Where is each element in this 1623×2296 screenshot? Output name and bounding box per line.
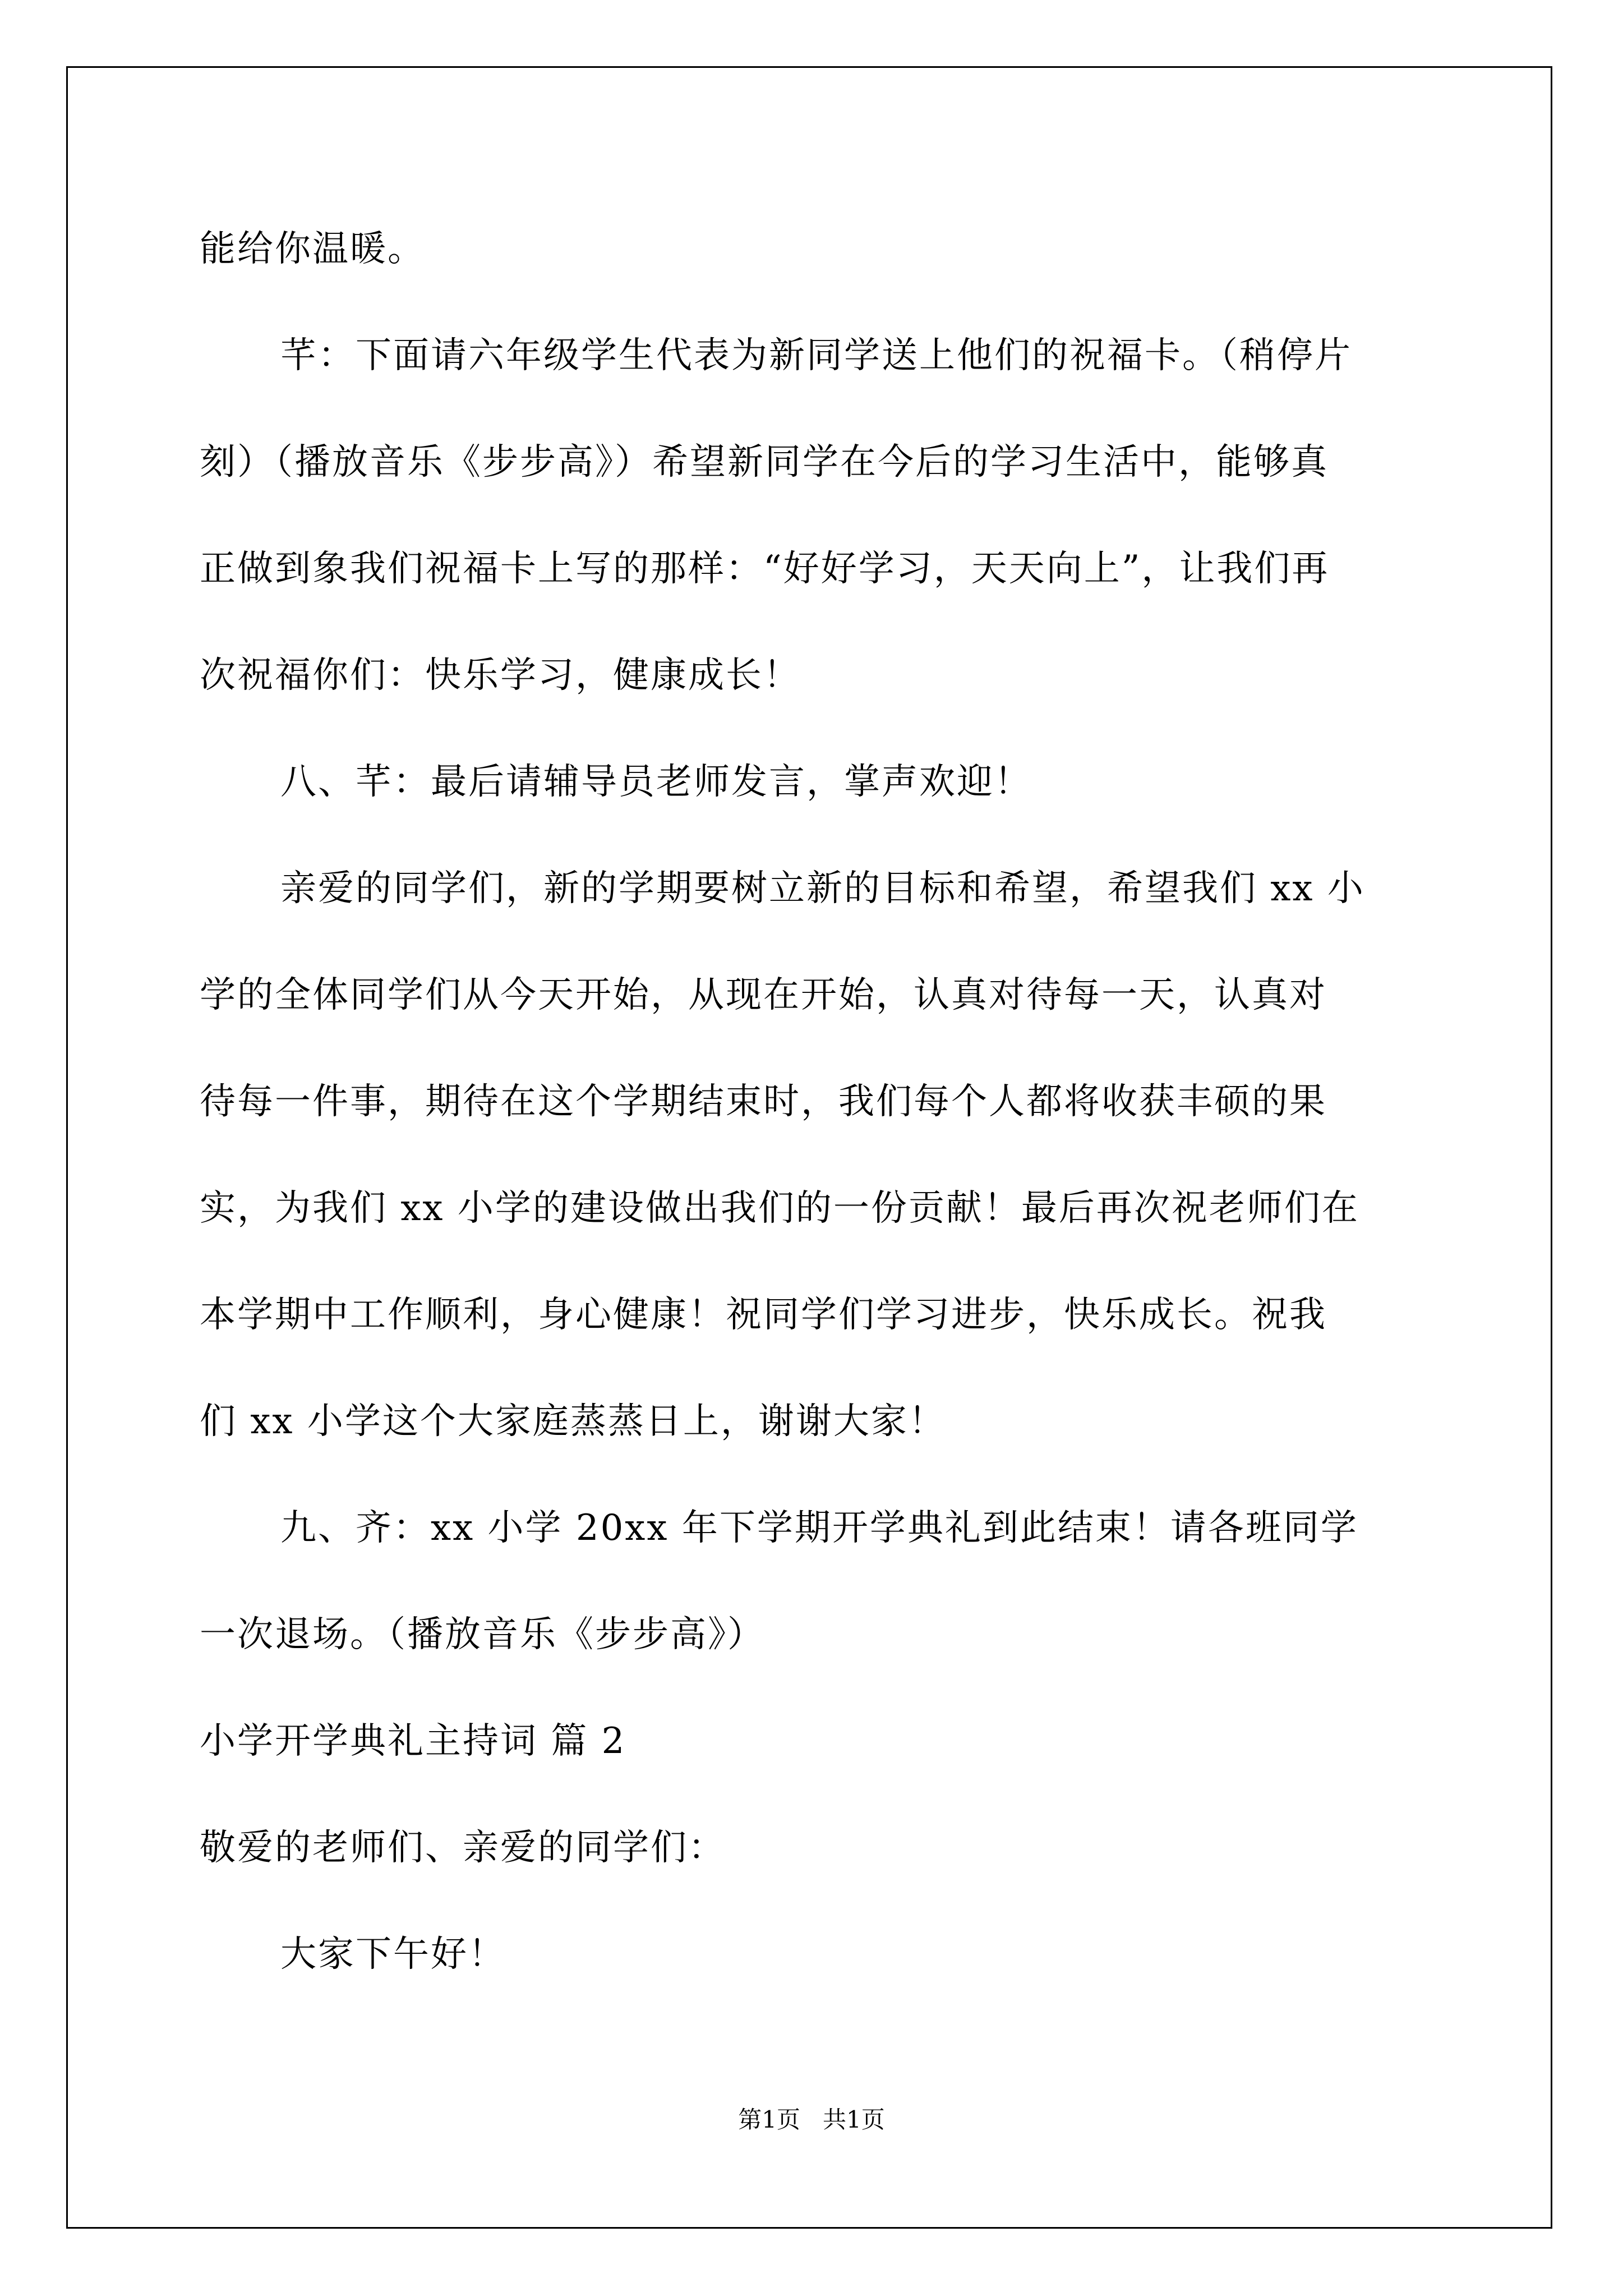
page-number: 第1页	[738, 2106, 800, 2133]
text-line: 们 xx 小学这个大家庭蒸蒸日上，谢谢大家！	[200, 1401, 946, 1442]
section-heading: 小学开学典礼主持词 篇 2	[200, 1720, 626, 1762]
text-line: 正做到象我们祝福卡上写的那样：“好好学习，天天向上”，让我们再	[200, 548, 1330, 590]
text-line: 本学期中工作顺利，身心健康！祝同学们学习进步，快乐成长。祝我	[200, 1294, 1327, 1336]
salutation: 敬爱的老师们、亲爱的同学们：	[200, 1827, 726, 1869]
text-line: 学的全体同学们从今天开始，从现在开始，认真对待每一天，认真对	[200, 974, 1327, 1016]
text-line: 能给你温暖。	[200, 228, 425, 270]
text-line: 刻）（播放音乐《步步高》）希望新同学在今后的学习生活中，能够真	[200, 441, 1329, 483]
text-line: 次祝福你们：快乐学习，健康成长！	[200, 655, 801, 696]
text-line: 实，为我们 xx 小学的建设做出我们的一份贡献！最后再次祝老师们在	[200, 1188, 1359, 1229]
text-line: 亲爱的同学们，新的学期要树立新的目标和希望，希望我们 xx 小	[280, 868, 1365, 909]
page-footer	[0, 2106, 1623, 2134]
greeting: 大家下午好！	[280, 1934, 506, 1975]
text-line: 八、芊：最后请辅导员老师发言，掌声欢迎！	[280, 761, 1032, 803]
page-total: 共1页	[823, 2106, 885, 2133]
text-line: 待每一件事，期待在这个学期结束时，我们每个人都将收获丰硕的果	[200, 1081, 1327, 1122]
text-line: 芊：下面请六年级学生代表为新同学送上他们的祝福卡。（稍停片	[280, 335, 1352, 376]
text-line: 一次退场。（播放音乐《步步高》）	[200, 1614, 765, 1655]
page-border	[66, 66, 1552, 2229]
text-line: 九、齐：xx 小学 20xx 年下学期开学典礼到此结束！请各班同学	[280, 1507, 1358, 1549]
